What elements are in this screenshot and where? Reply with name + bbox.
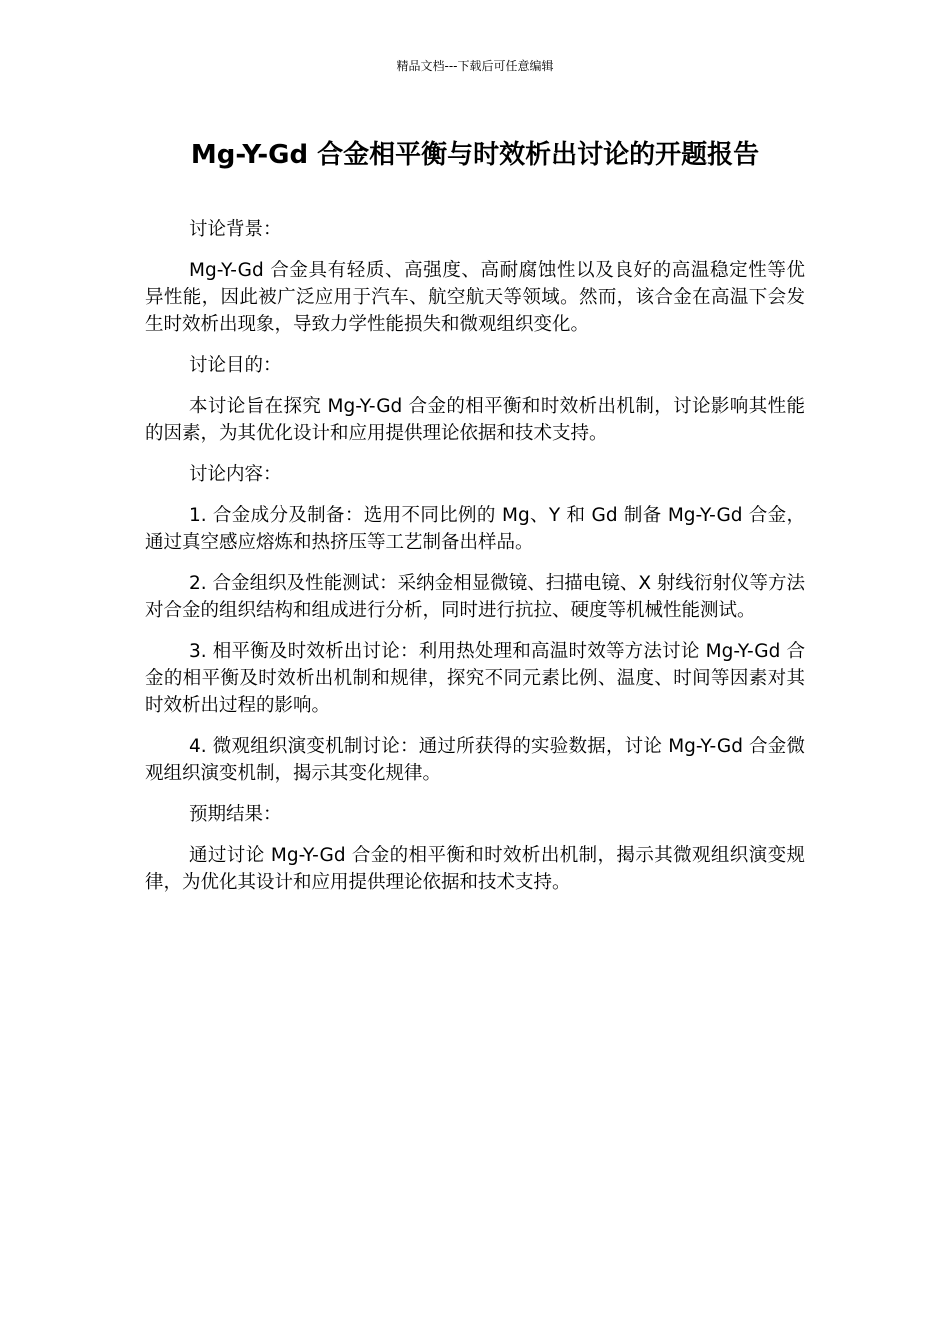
content-item-2: 2. 合金组织及性能测试：采纳金相显微镜、扫描电镜、X 射线衍射仪等方法对合金的组织结构和组成进行分析，同时进行抗拉、硬度等机械性能测试。 (145, 573, 805, 621)
document-body (145, 216, 805, 910)
section-heading-background: 讨论背景： (189, 219, 282, 240)
paragraph-background: Mg-Y-Gd 合金具有轻质、高强度、高耐腐蚀性以及良好的高温稳定性等优异性能，因此被广泛应用于汽车、航空航天等领域。然而，该合金在高温下会发生时效析出现象，导致力学性能损失和微观组织变化。 (145, 260, 805, 335)
content-item-3: 3. 相平衡及时效析出讨论：利用热处理和高温时效等方法讨论 Mg-Y-Gd 合金的相平衡及时效析出机制和规律，探究不同元素比例、温度、时间等因素对其时效析出过程的影响。 (145, 641, 805, 716)
content-item-4: 4. 微观组织演变机制讨论：通过所获得的实验数据，讨论 Mg-Y-Gd 合金微观组织演变机制，揭示其变化规律。 (145, 736, 805, 784)
document-title: Mg-Y-Gd 合金相平衡与时效析出讨论的开题报告 (190, 140, 760, 170)
section-heading-expected-results: 预期结果： (189, 804, 282, 825)
section-heading-content: 讨论内容： (189, 464, 282, 485)
paragraph-purpose: 本讨论旨在探究 Mg-Y-Gd 合金的相平衡和时效析出机制，讨论影响其性能的因素，为其优化设计和应用提供理论依据和技术支持。 (145, 396, 805, 444)
content-item-1: 1. 合金成分及制备：选用不同比例的 Mg、Y 和 Gd 制备 Mg-Y-Gd 合金，通过真空感应熔炼和热挤压等工艺制备出样品。 (145, 505, 805, 553)
section-heading-purpose: 讨论目的： (189, 355, 282, 376)
header-note: 精品文档---下载后可任意编辑 (396, 59, 554, 73)
paragraph-expected-results: 通过讨论 Mg-Y-Gd 合金的相平衡和时效析出机制，揭示其微观组织演变规律，为优化其设计和应用提供理论依据和技术支持。 (145, 845, 805, 893)
